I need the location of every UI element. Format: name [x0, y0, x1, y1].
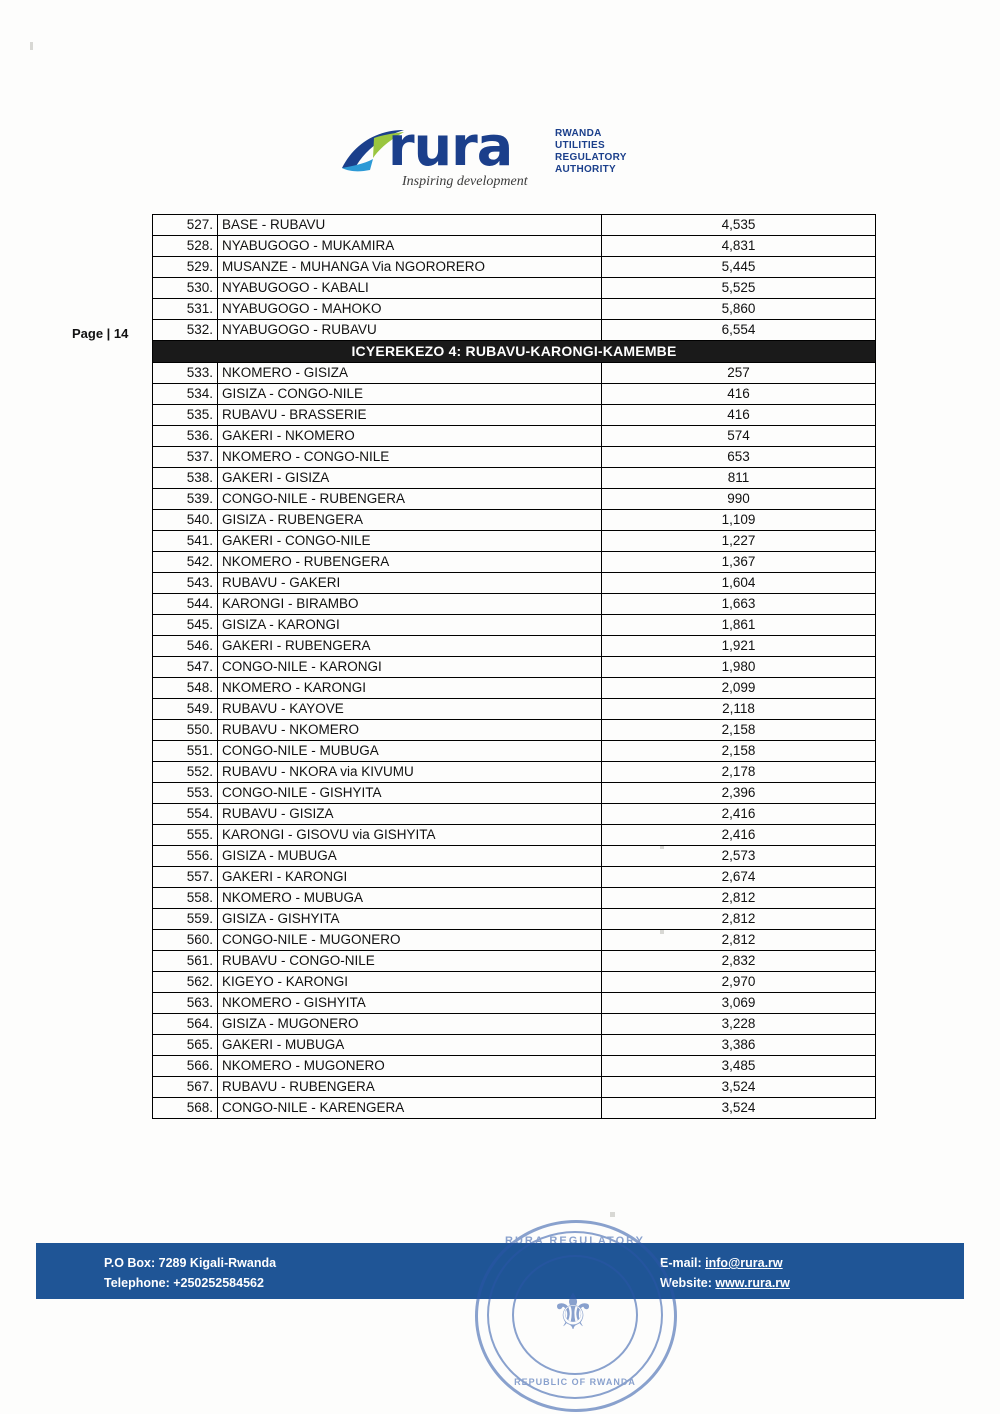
row-fare: 2,099: [602, 678, 876, 699]
row-number: 527.: [153, 215, 218, 236]
row-number: 542.: [153, 552, 218, 573]
row-fare: 2,573: [602, 846, 876, 867]
footer-po-box: P.O Box: 7289 Kigali-Rwanda: [104, 1256, 277, 1270]
table-row: [153, 426, 876, 447]
row-fare: 2,812: [602, 888, 876, 909]
row-fare: 3,524: [602, 1077, 876, 1098]
scan-artifact: [30, 42, 33, 50]
row-route: RUBAVU - NKOMERO: [218, 720, 602, 741]
row-fare: 5,860: [602, 299, 876, 320]
row-fare: 2,832: [602, 951, 876, 972]
table-row: [153, 783, 876, 804]
table-row: [153, 972, 876, 993]
row-route: NYABUGOGO - KABALI: [218, 278, 602, 299]
row-fare: 2,812: [602, 909, 876, 930]
row-number: 567.: [153, 1077, 218, 1098]
row-fare: 2,416: [602, 804, 876, 825]
row-fare: 5,445: [602, 257, 876, 278]
row-fare: 990: [602, 489, 876, 510]
row-route: RUBAVU - GAKERI: [218, 573, 602, 594]
footer-website-link[interactable]: www.rura.rw: [715, 1276, 790, 1290]
row-number: 551.: [153, 741, 218, 762]
table-row: [153, 1098, 876, 1119]
table-row: [153, 257, 876, 278]
table-row: [153, 867, 876, 888]
table-row: [153, 699, 876, 720]
table-row: [153, 1077, 876, 1098]
logo-wordmark: rura: [388, 115, 513, 178]
table-section-header-row: [153, 341, 876, 363]
row-number: 533.: [153, 363, 218, 384]
table-row: [153, 363, 876, 384]
row-route: GAKERI - KARONGI: [218, 867, 602, 888]
table-row: [153, 405, 876, 426]
table-row: [153, 993, 876, 1014]
row-number: 537.: [153, 447, 218, 468]
row-fare: 2,118: [602, 699, 876, 720]
table-row: [153, 846, 876, 867]
row-number: 539.: [153, 489, 218, 510]
table-row: [153, 804, 876, 825]
row-number: 544.: [153, 594, 218, 615]
table-row: [153, 930, 876, 951]
row-number: 559.: [153, 909, 218, 930]
row-route: GISIZA - GISHYITA: [218, 909, 602, 930]
row-number: 549.: [153, 699, 218, 720]
row-fare: 2,178: [602, 762, 876, 783]
row-number: 568.: [153, 1098, 218, 1119]
row-fare: 3,386: [602, 1035, 876, 1056]
logo-subtext: [555, 128, 627, 176]
page-number-label: Page | 14: [72, 326, 129, 341]
row-route: RUBAVU - GISIZA: [218, 804, 602, 825]
row-fare: 2,812: [602, 930, 876, 951]
row-fare: 1,663: [602, 594, 876, 615]
table-row: [153, 1014, 876, 1035]
row-number: 557.: [153, 867, 218, 888]
row-number: 534.: [153, 384, 218, 405]
row-fare: 1,980: [602, 657, 876, 678]
row-number: 562.: [153, 972, 218, 993]
row-number: 550.: [153, 720, 218, 741]
row-route: CONGO-NILE - MUGONERO: [218, 930, 602, 951]
scan-artifact: [610, 1212, 615, 1217]
table-row: [153, 657, 876, 678]
table-row: [153, 825, 876, 846]
row-route: GAKERI - CONGO-NILE: [218, 531, 602, 552]
table-row: [153, 951, 876, 972]
table-row: [153, 573, 876, 594]
row-number: 554.: [153, 804, 218, 825]
table-row: [153, 1035, 876, 1056]
row-route: NKOMERO - GISIZA: [218, 363, 602, 384]
row-number: 529.: [153, 257, 218, 278]
row-route: GISIZA - CONGO-NILE: [218, 384, 602, 405]
stamp-bottom-text: REPUBLIC OF RWANDA: [514, 1377, 636, 1387]
row-number: 535.: [153, 405, 218, 426]
table-row: [153, 510, 876, 531]
row-route: KIGEYO - KARONGI: [218, 972, 602, 993]
footer-email-row: [660, 1253, 790, 1273]
table-row: [153, 236, 876, 257]
row-route: CONGO-NILE - MUBUGA: [218, 741, 602, 762]
row-route: GAKERI - RUBENGERA: [218, 636, 602, 657]
row-fare: 2,416: [602, 825, 876, 846]
table-row: [153, 888, 876, 909]
row-route: NKOMERO - KARONGI: [218, 678, 602, 699]
row-fare: 1,227: [602, 531, 876, 552]
row-route: RUBAVU - NKORA via KIVUMU: [218, 762, 602, 783]
row-number: 538.: [153, 468, 218, 489]
table-row: [153, 909, 876, 930]
row-number: 531.: [153, 299, 218, 320]
row-fare: 6,554: [602, 320, 876, 341]
table-row: [153, 278, 876, 299]
row-route: RUBAVU - CONGO-NILE: [218, 951, 602, 972]
row-number: 547.: [153, 657, 218, 678]
table-row: [153, 299, 876, 320]
row-number: 545.: [153, 615, 218, 636]
row-fare: 2,396: [602, 783, 876, 804]
logo-subtext-line-3: REGULATORY: [555, 152, 627, 163]
row-route: NYABUGOGO - MUKAMIRA: [218, 236, 602, 257]
row-fare: 257: [602, 363, 876, 384]
table-row: [153, 384, 876, 405]
row-route: RUBAVU - KAYOVE: [218, 699, 602, 720]
row-fare: 4,831: [602, 236, 876, 257]
table-row: [153, 741, 876, 762]
row-route: KARONGI - GISOVU via GISHYITA: [218, 825, 602, 846]
table-section-header: ICYEREKEZO 4: RUBAVU-KARONGI-KAMEMBE: [153, 341, 876, 363]
row-number: 556.: [153, 846, 218, 867]
row-number: 560.: [153, 930, 218, 951]
row-fare: 1,367: [602, 552, 876, 573]
row-fare: 2,158: [602, 741, 876, 762]
row-fare: 2,970: [602, 972, 876, 993]
row-route: NYABUGOGO - MAHOKO: [218, 299, 602, 320]
row-number: 532.: [153, 320, 218, 341]
table-row: [153, 615, 876, 636]
row-number: 558.: [153, 888, 218, 909]
table-row: [153, 636, 876, 657]
row-route: CONGO-NILE - GISHYITA: [218, 783, 602, 804]
table-row: [153, 531, 876, 552]
row-route: NKOMERO - MUBUGA: [218, 888, 602, 909]
row-fare: 1,861: [602, 615, 876, 636]
row-fare: 574: [602, 426, 876, 447]
row-fare: 1,604: [602, 573, 876, 594]
table-row: [153, 489, 876, 510]
stamp-crest-icon: ⚜: [550, 1284, 596, 1340]
table-row: [153, 762, 876, 783]
stamp-top-text: RURA REGULATORY: [505, 1235, 645, 1247]
table-row: [153, 720, 876, 741]
row-route: NYABUGOGO - RUBAVU: [218, 320, 602, 341]
row-number: 548.: [153, 678, 218, 699]
row-route: GISIZA - RUBENGERA: [218, 510, 602, 531]
row-fare: 653: [602, 447, 876, 468]
row-number: 566.: [153, 1056, 218, 1077]
row-number: 564.: [153, 1014, 218, 1035]
row-number: 540.: [153, 510, 218, 531]
row-route: CONGO-NILE - RUBENGERA: [218, 489, 602, 510]
table-row: [153, 594, 876, 615]
row-route: GAKERI - GISIZA: [218, 468, 602, 489]
row-number: 546.: [153, 636, 218, 657]
table-row: [153, 320, 876, 341]
table-row: [153, 678, 876, 699]
row-number: 552.: [153, 762, 218, 783]
row-route: GISIZA - KARONGI: [218, 615, 602, 636]
row-number: 530.: [153, 278, 218, 299]
row-fare: 4,535: [602, 215, 876, 236]
logo-subtext-line-1: RWANDA: [555, 128, 602, 139]
table-row: [153, 447, 876, 468]
table-row: [153, 468, 876, 489]
row-number: 541.: [153, 531, 218, 552]
row-route: MUSANZE - MUHANGA Via NGORORERO: [218, 257, 602, 278]
row-fare: 1,921: [602, 636, 876, 657]
row-route: NKOMERO - GISHYITA: [218, 993, 602, 1014]
row-route: NKOMERO - CONGO-NILE: [218, 447, 602, 468]
row-route: BASE - RUBAVU: [218, 215, 602, 236]
row-fare: 811: [602, 468, 876, 489]
row-fare: 416: [602, 384, 876, 405]
footer-email-link[interactable]: info@rura.rw: [705, 1256, 783, 1270]
row-fare: 2,674: [602, 867, 876, 888]
logo-subtext-line-4: AUTHORITY: [555, 164, 617, 175]
row-route: GAKERI - MUBUGA: [218, 1035, 602, 1056]
footer-website-row: [660, 1273, 790, 1293]
row-fare: 3,485: [602, 1056, 876, 1077]
row-route: GISIZA - MUGONERO: [218, 1014, 602, 1035]
row-route: KARONGI - BIRAMBO: [218, 594, 602, 615]
footer-contact-right: [660, 1253, 790, 1293]
table-row: [153, 215, 876, 236]
row-number: 561.: [153, 951, 218, 972]
row-fare: 3,524: [602, 1098, 876, 1119]
row-number: 543.: [153, 573, 218, 594]
row-fare: 416: [602, 405, 876, 426]
row-number: 536.: [153, 426, 218, 447]
row-fare: 1,109: [602, 510, 876, 531]
row-number: 565.: [153, 1035, 218, 1056]
row-fare: 3,069: [602, 993, 876, 1014]
row-route: NKOMERO - RUBENGERA: [218, 552, 602, 573]
row-number: 555.: [153, 825, 218, 846]
logo-tagline: Inspiring development: [402, 174, 528, 189]
rura-logo: [340, 115, 680, 198]
table-row: [153, 1056, 876, 1077]
fare-table: [152, 214, 876, 1119]
row-fare: 2,158: [602, 720, 876, 741]
fare-table-wrapper: [152, 214, 848, 1119]
row-route: GISIZA - MUBUGA: [218, 846, 602, 867]
row-number: 553.: [153, 783, 218, 804]
logo-subtext-line-2: UTILITIES: [555, 140, 605, 151]
row-route: RUBAVU - RUBENGERA: [218, 1077, 602, 1098]
row-number: 563.: [153, 993, 218, 1014]
row-fare: 5,525: [602, 278, 876, 299]
row-route: GAKERI - NKOMERO: [218, 426, 602, 447]
table-row: [153, 552, 876, 573]
footer-website-label: Website:: [660, 1276, 716, 1290]
footer-telephone: Telephone: +250252584562: [104, 1276, 264, 1290]
row-route: CONGO-NILE - KARENGERA: [218, 1098, 602, 1119]
footer-contact-left: [104, 1253, 276, 1293]
row-fare: 3,228: [602, 1014, 876, 1035]
row-route: RUBAVU - BRASSERIE: [218, 405, 602, 426]
row-number: 528.: [153, 236, 218, 257]
row-route: NKOMERO - MUGONERO: [218, 1056, 602, 1077]
row-route: CONGO-NILE - KARONGI: [218, 657, 602, 678]
footer-email-label: E-mail:: [660, 1256, 706, 1270]
